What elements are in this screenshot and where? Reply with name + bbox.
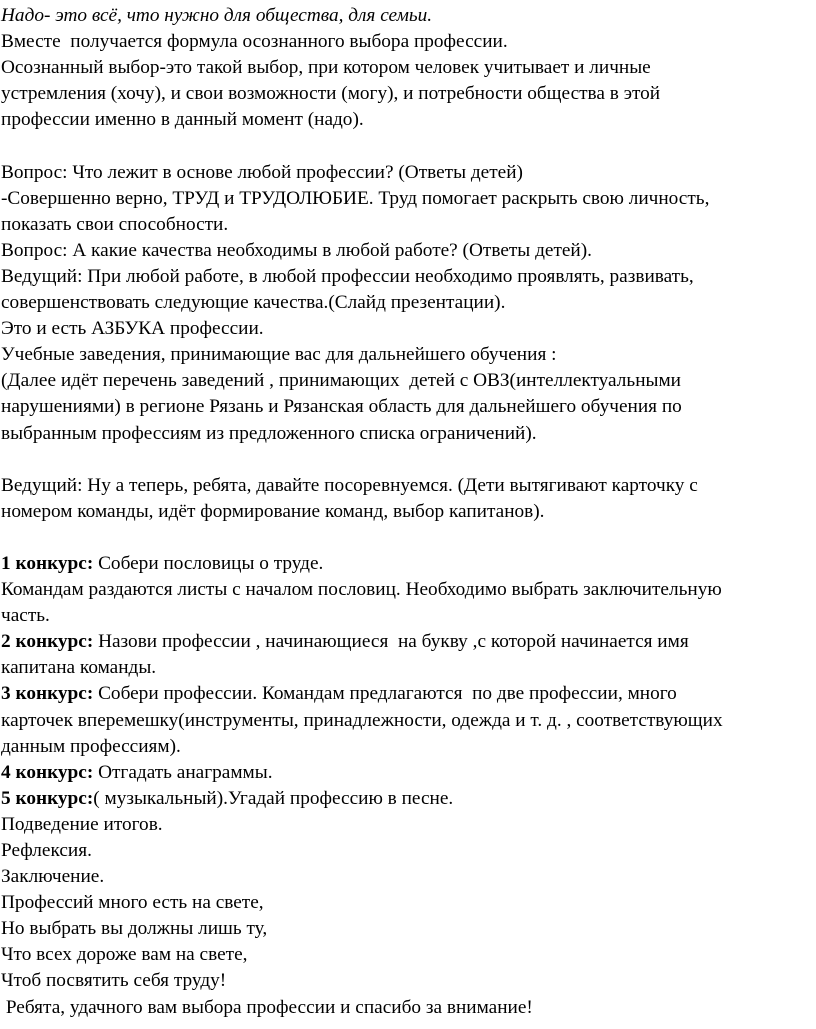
line-text: выбранным профессиям из предложенного списка ограничений). (1, 422, 537, 444)
text-line (1, 916, 816, 942)
contest-label: 3 конкурс: (1, 683, 94, 705)
text-line (1, 29, 816, 55)
text-line (1, 655, 816, 681)
line-text: Ведущий: При любой работе, в любой профессии необходимо проявлять, развивать, (1, 265, 694, 287)
text-line (1, 316, 816, 342)
line-text: номером команды, идёт формирование команд, выбор капитанов). (1, 500, 545, 522)
text-line (1, 394, 816, 420)
text-line (1, 838, 816, 864)
text-line (1, 290, 816, 316)
blank-line (1, 133, 816, 159)
text-line (1, 473, 816, 499)
contest-label: 5 конкурс: (1, 787, 94, 809)
contest-label: 4 конкурс: (1, 761, 94, 783)
line-text: данным профессиям). (1, 735, 181, 757)
text-line (1, 812, 816, 838)
text-line (1, 734, 816, 760)
text-line (1, 160, 816, 186)
contest-line (1, 629, 816, 655)
contest-label: 1 конкурс: (1, 552, 94, 574)
line-text: Вместе получается формула осознанного выбора профессии. (1, 31, 508, 53)
text-line (1, 55, 816, 81)
text-line (1, 968, 816, 994)
line-text: Собери профессии. Командам предлагаются по две профессии, много (93, 683, 677, 705)
line-text: Ведущий: Ну а теперь, ребята, давайте посоревнуемся. (Дети вытягивают карточку с (1, 474, 698, 496)
text-line (1, 368, 816, 394)
text-line (1, 499, 816, 525)
text-line (1, 942, 816, 968)
text-line (1, 264, 816, 290)
line-text: совершенствовать следующие качества.(Слайд презентации). (1, 292, 506, 314)
contest-line (1, 786, 816, 812)
line-text: Рефлексия. (1, 840, 92, 861)
line-text: Собери пословицы о труде. (93, 552, 324, 574)
blank-line (1, 525, 816, 551)
text-line (1, 107, 816, 133)
line-text: показать свои способности. (1, 213, 229, 235)
line-text: (Далее идёт перечень заведений , принимающих детей с ОВЗ(интеллектуальными (1, 370, 681, 392)
line-text: Профессий много есть на свете, (1, 892, 264, 914)
text-line (1, 186, 816, 212)
text-line (1, 238, 816, 264)
line-text: Заключение. (1, 866, 105, 888)
contest-line (1, 551, 816, 577)
contest-line (1, 681, 816, 707)
text-line (1, 81, 816, 107)
line-text: Чтоб посвятить себя труду! (1, 970, 227, 992)
text-line (1, 421, 816, 447)
text-line (1, 3, 816, 29)
contest-label: 2 конкурс: (1, 631, 94, 653)
line-text: -Совершенно верно, ТРУД и ТРУДОЛЮБИЕ. Труд помогает раскрыть свою личность, (1, 187, 710, 209)
text-line (1, 577, 816, 603)
line-text: Вопрос: А какие качества необходимы в любой работе? (Ответы детей). (1, 239, 592, 261)
line-text: Отгадать анаграммы. (93, 761, 273, 783)
line-text: ( музыкальный).Угадай профессию в песне. (93, 787, 454, 809)
line-text: капитана команды. (1, 657, 157, 679)
line-text: Вопрос: Что лежит в основе любой профессии? (Ответы детей) (1, 161, 523, 183)
line-text: Но выбрать вы должны лишь ту, (1, 918, 268, 940)
line-text: карточек вперемешку(инструменты, принадлежности, одежда и т. д. , соответствующих (1, 709, 723, 731)
line-text: Учебные заведения, принимающие вас для дальнейшего обучения : (1, 344, 557, 366)
line-text: устремления (хочу), и свои возможности (могу), и потребности общества в этой (1, 83, 661, 105)
contest-line (1, 760, 816, 786)
line-text: Ребята, удачного вам выбора профессии и спасибо за внимание! (1, 996, 533, 1018)
text-line (1, 708, 816, 734)
text-line (1, 212, 816, 238)
blank-line (1, 447, 816, 473)
line-text: Подведение итогов. (1, 813, 163, 835)
line-text: нарушениями) в регионе Рязань и Рязанская область для дальнейшего обучения по (1, 396, 682, 418)
line-text: Надо- это всё, что нужно для общества, для семьи. (1, 5, 433, 26)
line-text: часть. (1, 605, 50, 627)
text-line (1, 342, 816, 368)
line-text: Осознанный выбор-это такой выбор, при котором человек учитывает и личные (1, 57, 651, 79)
text-line (1, 890, 816, 916)
line-text: Назови профессии , начинающиеся на букву ,с которой начинается имя (93, 631, 689, 653)
line-text: профессии именно в данный момент (надо). (1, 109, 364, 131)
text-line (1, 864, 816, 890)
line-text: Командам раздаются листы с началом пословиц. Необходимо выбрать заключительную (1, 579, 722, 601)
line-text: Что всех дороже вам на свете, (1, 944, 248, 966)
text-line (1, 603, 816, 629)
text-line (1, 995, 816, 1021)
line-text: Это и есть АЗБУКА профессии. (1, 318, 264, 340)
